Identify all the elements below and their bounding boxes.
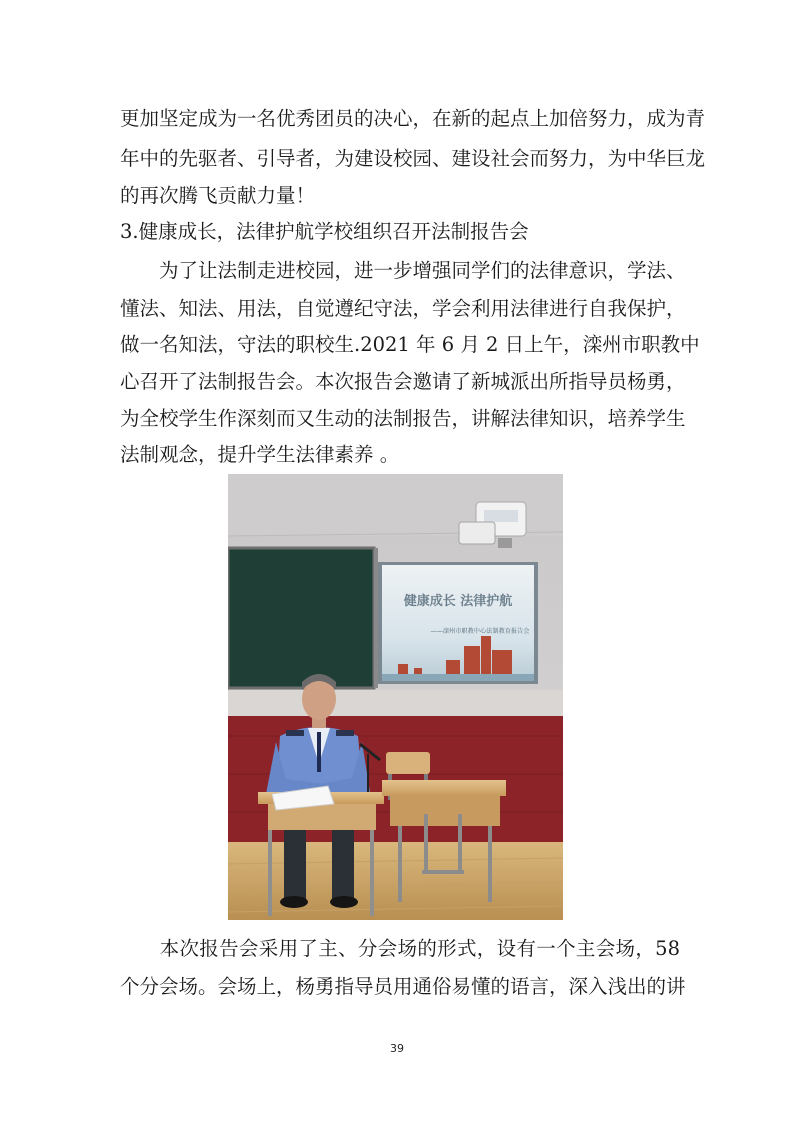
screen-subtitle: ——滦州市职教中心法制教育报告会	[430, 628, 530, 635]
lecture-photo	[228, 474, 563, 920]
section-heading: 3.健康成长，法律护航学校组织召开法制报告会	[120, 220, 529, 243]
body-text-line: 个分会场。会场上，杨勇指导员用通俗易懂的语言，深入浅出的讲	[120, 975, 686, 998]
body-text-line: 年中的先驱者、引导者，为建设校园、建设社会而努力，为中华巨龙	[120, 147, 706, 170]
body-text-line: 心召开了法制报告会。本次报告会邀请了新城派出所指导员杨勇，	[120, 370, 686, 393]
body-text-line: 更加坚定成为一名优秀团员的决心，在新的起点上加倍努力，成为青	[120, 107, 706, 130]
body-text-line: 的再次腾飞贡献力量！	[120, 184, 316, 207]
page-number: 39	[390, 1042, 404, 1055]
body-text-line: 本次报告会采用了主、分会场的形式，设有一个主会场，58	[120, 937, 680, 960]
body-text-line: 做一名知法，守法的职校生.2021 年 6 月 2 日上午，滦州市职教中	[120, 333, 700, 356]
body-text-line: 为全校学生作深刻而又生动的法制报告，讲解法律知识，培养学生	[120, 407, 686, 430]
screen-title: 健康成长 法律护航	[403, 594, 513, 609]
body-text-line: 懂法、知法、用法，自觉遵纪守法，学会利用法律进行自我保护，	[120, 297, 686, 320]
body-text-line: 法制观念，提升学生法律素养 。	[120, 443, 400, 466]
body-text-line: 为了让法制走进校园，进一步增强同学们的法律意识，学法、	[120, 259, 686, 282]
